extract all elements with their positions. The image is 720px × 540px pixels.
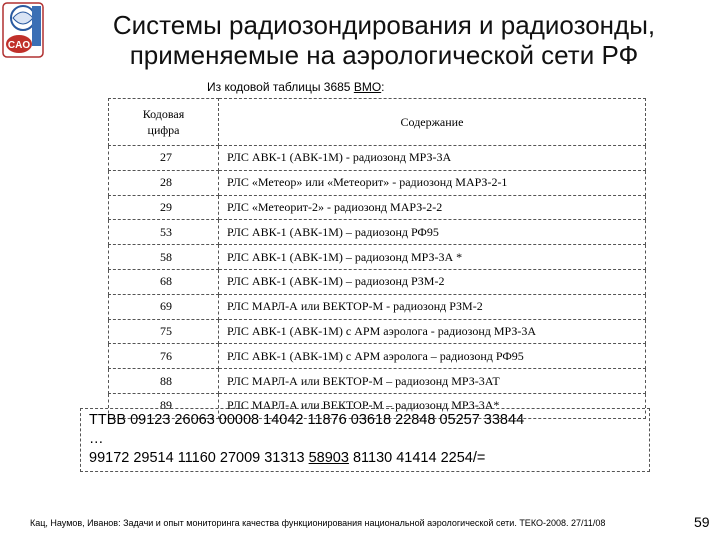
code-cell: 75	[109, 319, 219, 344]
table-row	[109, 369, 646, 394]
message-highlight-group: 58903	[308, 450, 349, 466]
code-cell: 89	[109, 393, 219, 418]
cao-logo	[2, 2, 44, 58]
header-code-line-1: Кодовая	[142, 107, 185, 121]
header-code-line-2: цифра	[147, 123, 180, 137]
page-number: 59	[694, 514, 710, 530]
content-cell: РЛС АВК-1 (АВК-1М) с АРМ аэролога – радиозонд РФ95	[219, 344, 646, 369]
content-cell: РЛС «Метеор» или «Метеорит» - радиозонд МАРЗ-2-1	[219, 170, 646, 195]
content-cell: РЛС АВК-1 (АВК-1М) – радиозонд РФ95	[219, 220, 646, 245]
table-row	[109, 269, 646, 294]
content-cell: РЛС МАРЛ-А или ВЕКТОР-М – радиозонд МРЗ-3А*	[219, 393, 646, 418]
slide-title	[50, 10, 718, 70]
message-line-3-suffix: 81130 41414 2254/=	[348, 450, 486, 466]
source-suffix: :	[381, 80, 385, 94]
table-row	[109, 294, 646, 319]
source-prefix: Из кодовой таблицы 3685	[207, 80, 354, 94]
content-cell: РЛС МАРЛ-А или ВЕКТОР-М - радиозонд РЗМ-2	[219, 294, 646, 319]
code-cell: 58	[109, 245, 219, 270]
table-row	[109, 146, 646, 171]
code-cell: 88	[109, 369, 219, 394]
code-cell: 76	[109, 344, 219, 369]
code-cell: 27	[109, 146, 219, 171]
content-cell: РЛС «Метеорит-2» - радиозонд МАРЗ-2-2	[219, 195, 646, 220]
logo-text: CAO	[7, 40, 31, 51]
code-cell: 68	[109, 269, 219, 294]
table-row	[109, 344, 646, 369]
table-row	[109, 170, 646, 195]
source-org: ВМО	[353, 80, 382, 94]
message-line-1: TTBB 09123 26063 00008 14042 11876 03618 22848 05257 33844	[89, 412, 525, 428]
table-row	[109, 319, 646, 344]
content-cell: РЛС АВК-1 (АВК-1М) – радиозонд МРЗ-3А *	[219, 245, 646, 270]
table-header-row	[109, 99, 646, 146]
message-line-3-prefix: 99172 29514 11160 27009 31313	[89, 450, 309, 466]
code-cell: 69	[109, 294, 219, 319]
code-table	[108, 98, 646, 419]
ttbb-message-box	[80, 408, 650, 472]
table-row	[109, 220, 646, 245]
footer-citation: Кац, Наумов, Иванов: Задачи и опыт мониторинга качества функционирования национальной аэрологической сети. ТЕКО-2008. 27/11/08	[30, 518, 606, 528]
content-cell: РЛС АВК-1 (АВК-1М) с АРМ аэролога - радиозонд МРЗ-3А	[219, 319, 646, 344]
table-row	[109, 195, 646, 220]
content-cell: РЛС АВК-1 (АВК-1М) – радиозонд РЗМ-2	[219, 269, 646, 294]
code-cell: 28	[109, 170, 219, 195]
title-line-1: Системы радиозондирования и радиозонды,	[112, 10, 656, 40]
message-line-3	[89, 449, 649, 468]
source-caption	[207, 80, 385, 94]
table-row	[109, 245, 646, 270]
content-cell: РЛС АВК-1 (АВК-1М) - радиозонд МРЗ-3А	[219, 146, 646, 171]
code-cell: 29	[109, 195, 219, 220]
message-line-2: …	[89, 431, 104, 447]
header-content: Содержание	[219, 99, 646, 146]
header-code	[109, 99, 219, 146]
content-cell: РЛС МАРЛ-А или ВЕКТОР-М – радиозонд МРЗ-3АТ	[219, 369, 646, 394]
title-line-2: применяемые на аэрологической сети РФ	[129, 40, 639, 70]
code-cell: 53	[109, 220, 219, 245]
table-body	[109, 146, 646, 419]
